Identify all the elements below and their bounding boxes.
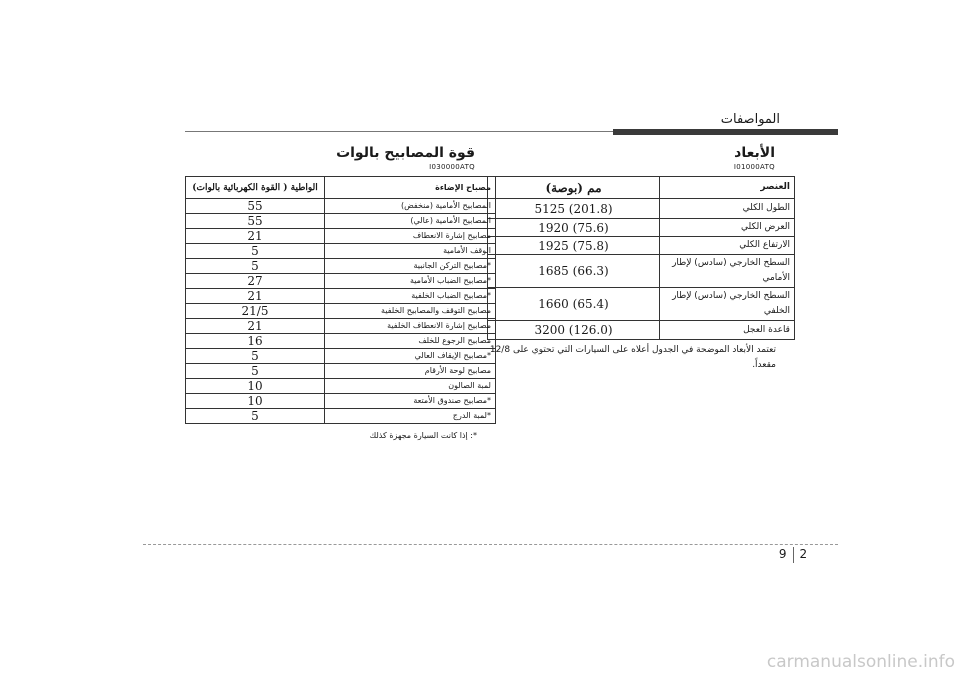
table-row	[186, 259, 496, 274]
table-row	[186, 289, 496, 304]
lamp-wattage: 55	[186, 214, 325, 229]
lamp-wattage: 21	[186, 289, 325, 304]
lamp-name: المصابيح الأمامية (عالي)	[325, 214, 496, 229]
dimension-value: 1685 (66.3)	[488, 255, 660, 288]
table-row	[186, 409, 496, 424]
column-header-value: مم (بوصة)	[488, 177, 660, 199]
lamps-code: I030000ATQ	[429, 163, 475, 171]
lamp-name: مصابيح الرجوع للخلف	[325, 334, 496, 349]
table-row	[186, 379, 496, 394]
footer-rule	[143, 544, 838, 545]
lamp-wattage: 27	[186, 274, 325, 289]
lamp-wattage: 55	[186, 199, 325, 214]
dimensions-code: I01000ATQ	[733, 163, 775, 171]
table-row	[186, 229, 496, 244]
table-row	[186, 319, 496, 334]
column-header-item: العنصر	[660, 177, 795, 199]
dimensions-table	[487, 176, 795, 340]
dimension-item: الطول الكلي	[660, 199, 795, 219]
page-divider	[793, 547, 794, 563]
lamp-wattage: 5	[186, 364, 325, 379]
table-row	[186, 199, 496, 214]
header-bar	[613, 129, 838, 135]
column-header-wattage: الواطية ( القوة الكهربائية بالوات)	[186, 177, 325, 199]
lamp-wattage: 21/5	[186, 304, 325, 319]
table-row	[488, 219, 795, 237]
dimensions-heading: الأبعاد	[734, 145, 775, 161]
page-number	[763, 547, 823, 563]
table-row	[186, 364, 496, 379]
table-row	[186, 244, 496, 259]
lamp-wattage: 10	[186, 379, 325, 394]
lamp-name: *مصابيح الضباب الخلفية	[325, 289, 496, 304]
lamp-name: *مصابيح التركن الجانبية	[325, 259, 496, 274]
lamp-wattage: 16	[186, 334, 325, 349]
table-row	[488, 321, 795, 340]
dimension-item: العرض الكلي	[660, 219, 795, 237]
dimension-value: 1925 (75.8)	[488, 237, 660, 255]
bulb-wattage-table	[185, 176, 496, 424]
table-row	[186, 334, 496, 349]
dimensions-note: تعتمد الأبعاد الموضحة في الجدول أعلاه على السيارات التي تحتوي على 12/8 مقعداً.	[489, 345, 776, 370]
table-row	[186, 394, 496, 409]
dimension-value: 3200 (126.0)	[488, 321, 660, 340]
table-row	[186, 274, 496, 289]
lamp-name: *مصابيح الضباب الأمامية	[325, 274, 496, 289]
header-rule	[185, 131, 613, 132]
lamp-name: مصابيح التوقف والمصابيح الخلفية	[325, 304, 496, 319]
lamps-heading: قوة المصابيح بالوات	[336, 145, 475, 161]
dimension-value: 5125 (201.8)	[488, 199, 660, 219]
table-row	[186, 349, 496, 364]
dimension-item: السطح الخارجي (سادس) لإطار الخلفي	[660, 288, 795, 321]
dimension-item: الارتفاع الكلي	[660, 237, 795, 255]
lamp-name: *مصابيح الإيقاف العالي	[325, 349, 496, 364]
dimension-value: 1920 (75.6)	[488, 219, 660, 237]
watermark: carmanualsonline.info	[766, 652, 955, 672]
dimension-item: السطح الخارجي (سادس) لإطار الأمامي	[660, 255, 795, 288]
lamp-wattage: 21	[186, 229, 325, 244]
table-row	[186, 214, 496, 229]
lamp-wattage: 5	[186, 259, 325, 274]
lamp-name: *لمبة الدرج	[325, 409, 496, 424]
lamp-name: *مصابيح صندوق الأمتعة	[325, 394, 496, 409]
lamp-wattage: 5	[186, 409, 325, 424]
dimension-item: قاعدة العجل	[660, 321, 795, 340]
lamp-name: مصابيح إشارة الانعطاف الخلفية	[325, 319, 496, 334]
table-row	[488, 255, 795, 288]
column-header-lamp: مصباح الإضاءة	[325, 177, 496, 199]
lamp-name: الوقف الأمامية	[325, 244, 496, 259]
lamp-name: مصابيح لوحة الأرقام	[325, 364, 496, 379]
table-row	[488, 237, 795, 255]
lamp-wattage: 21	[186, 319, 325, 334]
page-index: 2	[799, 547, 808, 561]
lamp-name: لمبة الصالون	[325, 379, 496, 394]
lamp-name: مصابيح إشارة الانعطاف	[325, 229, 496, 244]
lamp-wattage: 5	[186, 244, 325, 259]
table-row	[488, 288, 795, 321]
table-row	[186, 304, 496, 319]
lamp-name: المصابيح الأمامية (منخفض)	[325, 199, 496, 214]
lamp-wattage: 5	[186, 349, 325, 364]
page-section: 9	[778, 547, 787, 561]
lamps-footnote: *: إذا كانت السيارة مجهزة كذلك	[369, 431, 477, 440]
lamp-wattage: 10	[186, 394, 325, 409]
section-title: المواصفات	[720, 112, 780, 127]
table-row	[488, 199, 795, 219]
dimension-value: 1660 (65.4)	[488, 288, 660, 321]
